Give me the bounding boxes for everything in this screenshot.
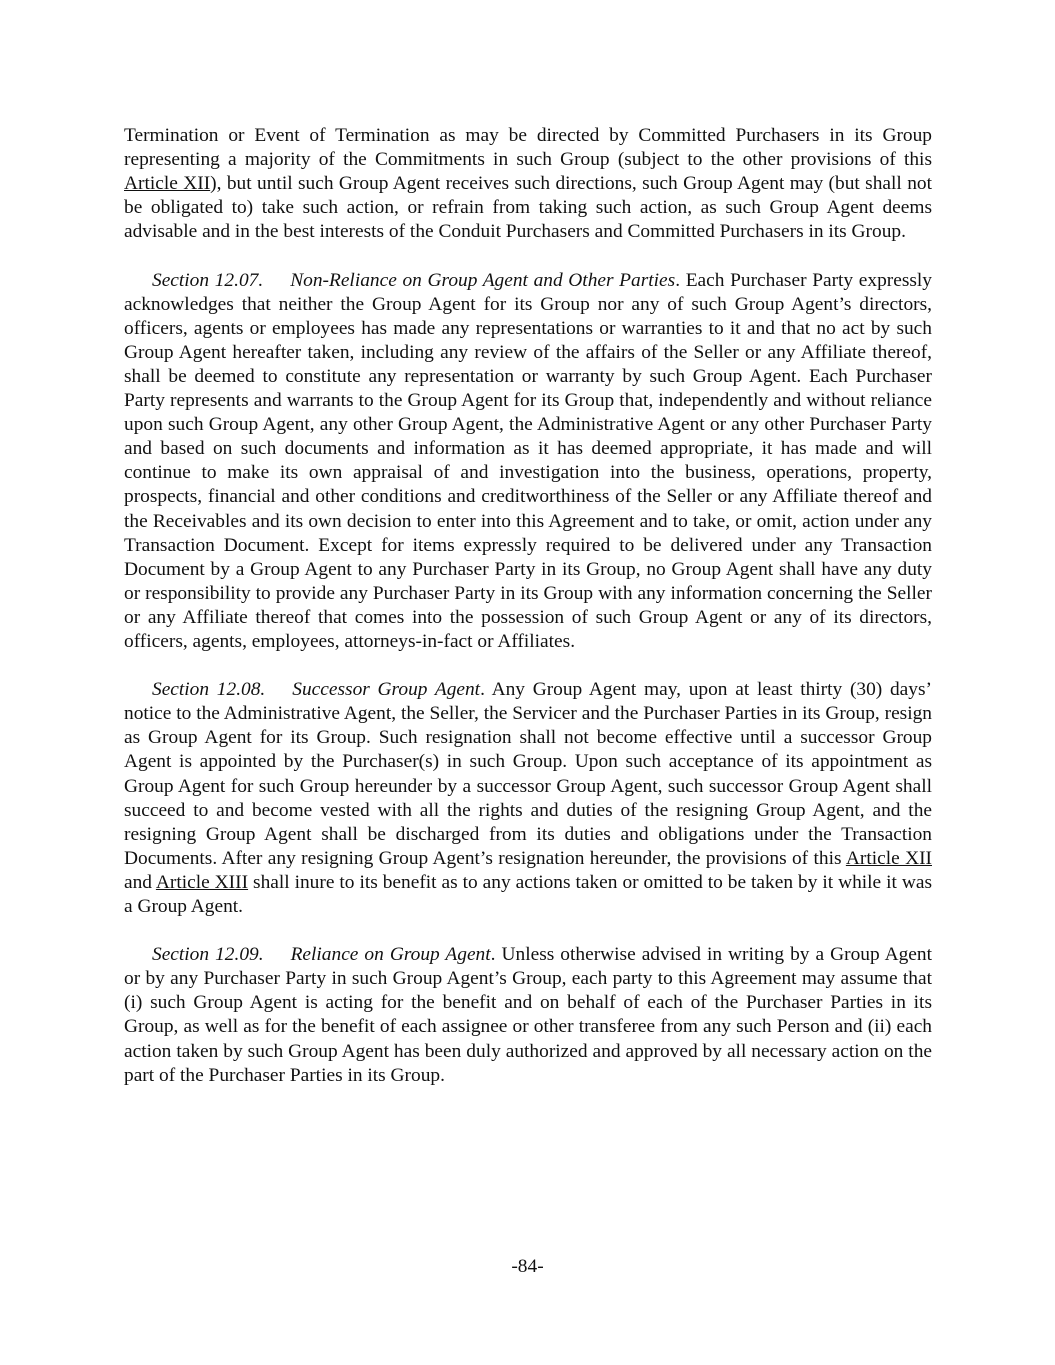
section-12-08 bbox=[124, 678, 932, 919]
section-number: Section 12.09. bbox=[152, 944, 264, 966]
article-reference: Article XII bbox=[845, 847, 932, 869]
section-title: Successor Group Agent bbox=[292, 679, 481, 701]
section-12-09 bbox=[124, 943, 932, 1088]
section-text: . Unless otherwise advised in writing by a Group Agent or by any Purchaser Party in such Group Agent’s Group, each party to this Agreement may assume that (i) such Group Agent is acting for the benefit and on behalf of each of the Purchaser Parties in its Group, as well as for the benefit of each assignee or other transferee from any such Person and (ii) each action taken by such Group Agent has been duly authorized and approved by all necessary action on the part of the Purchaser Parties in its Group. bbox=[124, 944, 932, 1086]
section-number: Section 12.07. bbox=[152, 269, 264, 291]
paragraph-text: Termination or Event of Termination as may be directed by Committed Purchasers in its Group representing a majority of the Commitments in such Group (subject to the other provisions of this bbox=[124, 125, 932, 171]
section-title: Reliance on Group Agent bbox=[290, 944, 491, 966]
section-12-07 bbox=[124, 269, 932, 655]
section-text: . Any Group Agent may, upon at least thirty (30) days’ notice to the Administrative Agent, the Seller, the Servicer and the Purchaser Parties in its Group, resign as Group Agent for its Group. Such resignation shall not become effective until a successor Group Agent is appointed by the Purchaser(s) in such Group. Upon such acceptance of its appointment as Group Agent for such Group hereunder by a successor Group Agent, such successor Group Agent shall succeed to and become vested with all the rights and duties of the resigning Group Agent, and the resigning Group Agent shall be discharged from its duties and obligations under the Transaction Documents. After any resigning Group Agent’s resignation hereunder, the provisions of this bbox=[124, 679, 932, 869]
section-number: Section 12.08. bbox=[152, 679, 266, 701]
paragraph-continuation bbox=[124, 124, 932, 244]
section-text: . Each Purchaser Party expressly acknowledges that neither the Group Agent for its Group nor any of such Group Agent’s directors, officers, agents or employees has made any representations or warranties to it and that no act by such Group Agent hereafter taken, including any review of the affairs of the Seller or any Affiliate thereof, shall be deemed to constitute any representation or warranty by such Group Agent. Each Purchaser Party represents and warrants to the Group Agent for its Group that, independently and without reliance upon such Group Agent, any other Group Agent, the Administrative Agent or any other Purchaser Party and based on such documents and information as it has deemed appropriate, it has made and will continue to make its own appraisal of and investigation into the business, operations, property, prospects, financial and other conditions and creditworthiness of the Seller or any Affiliate thereof and the Receivables and its own decision to enter into this Agreement and to take, or omit, action under any Transaction Document. Except for items expressly required to be delivered under any Transaction Document by a Group Agent to any Purchaser Party in its Group, no Group Agent shall have any duty or responsibility to provide any Purchaser Party in its Group with any information concerning the Seller or any Affiliate thereof that comes into the possession of such Group Agent or any of its directors, officers, agents, employees, attorneys-in-fact or Affiliates. bbox=[124, 269, 932, 652]
section-text: shall inure to its benefit as to any actions taken or omitted to be taken by it while it was a Group Agent. bbox=[124, 871, 932, 917]
paragraph-text: ), but until such Group Agent receives such directions, such Group Agent may (but shall not be obligated to) take such action, or refrain from taking such action, as such Group Agent deems advisable and in the best interests of the Conduit Purchasers and Committed Purchasers in its Group. bbox=[124, 173, 932, 243]
page-number: -84- bbox=[511, 1256, 544, 1277]
article-reference: Article XIII bbox=[155, 871, 249, 893]
article-reference: Article XII bbox=[124, 173, 211, 195]
section-title: Non-Reliance on Group Agent and Other Parties bbox=[290, 269, 676, 291]
section-text: and bbox=[124, 871, 156, 893]
document-body bbox=[124, 124, 932, 1112]
